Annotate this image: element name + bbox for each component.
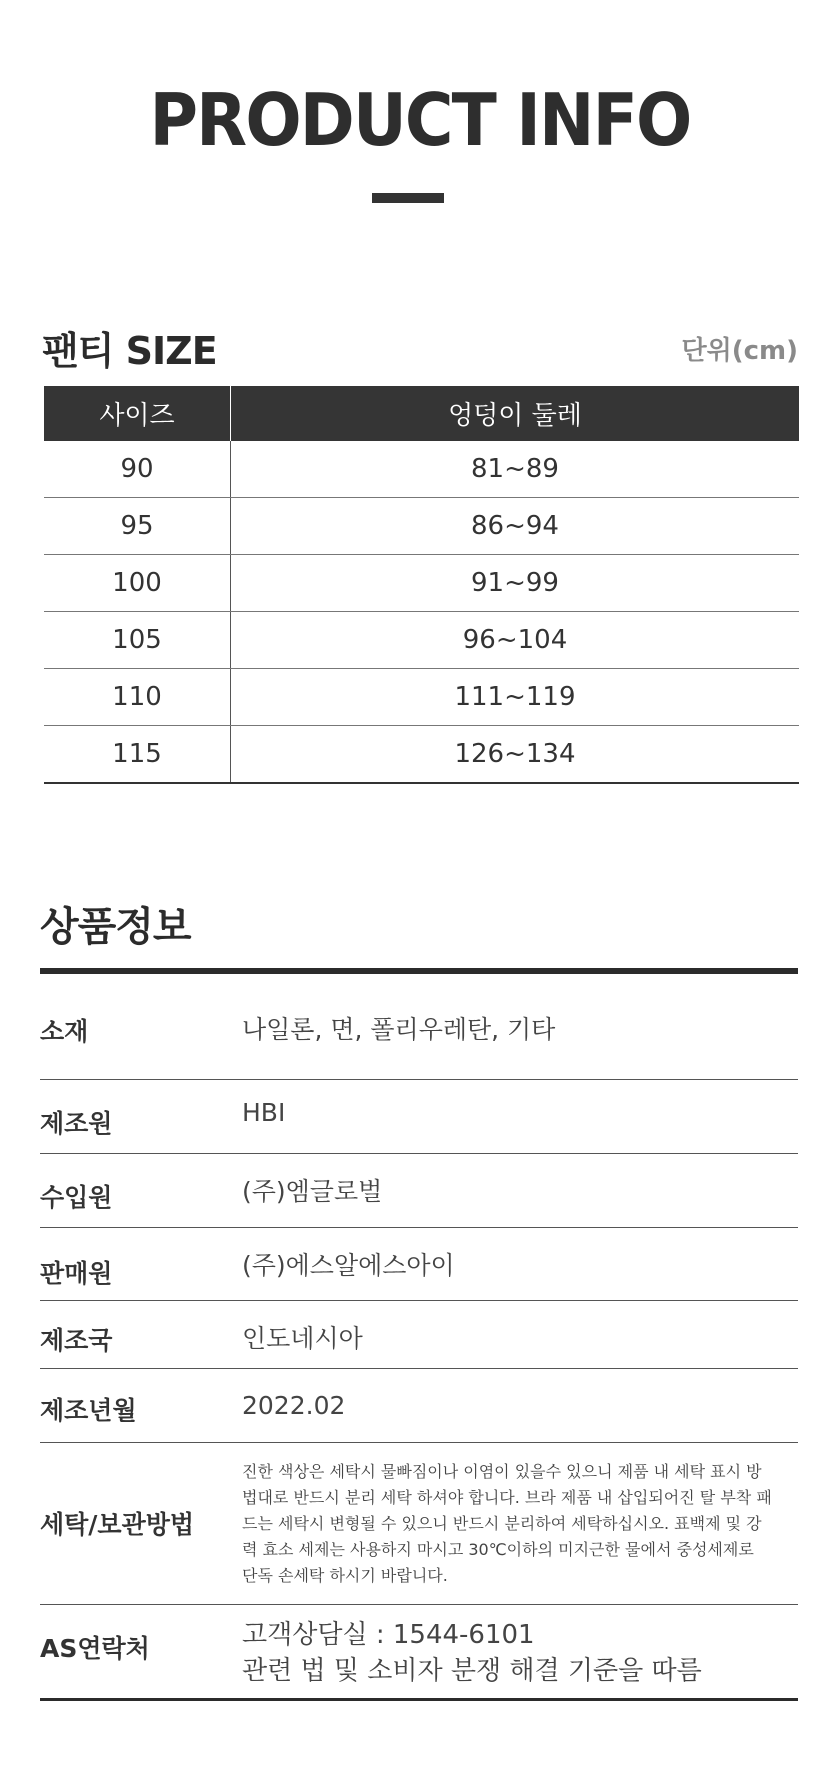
title-divider	[372, 193, 444, 203]
unit-label: 단위(cm)	[681, 336, 798, 366]
page-title: PRODUCT INFO	[149, 78, 691, 162]
info-bottom-divider	[40, 1698, 798, 1701]
info-label: 제조년월	[40, 1396, 137, 1425]
size-section-title: 팬티 SIZE	[42, 329, 217, 373]
info-value: HBI	[242, 1098, 286, 1127]
info-label: 세탁/보관방법	[40, 1510, 195, 1539]
info-row-country	[40, 1301, 798, 1369]
size-cell: 95	[44, 498, 231, 555]
info-label: 제조원	[40, 1109, 113, 1138]
size-cell: 105	[44, 612, 231, 669]
info-label: 판매원	[40, 1259, 113, 1288]
info-value: 나일론, 면, 폴리우레탄, 기타	[242, 1015, 556, 1044]
info-row-seller	[40, 1228, 798, 1301]
hip-cell: 96~104	[231, 612, 800, 669]
info-label: 수입원	[40, 1183, 113, 1212]
size-cell: 110	[44, 669, 231, 726]
info-label: 제조국	[40, 1326, 113, 1355]
info-value: 인도네시아	[242, 1324, 363, 1353]
info-row-importer	[40, 1154, 798, 1228]
info-value: 진한 색상은 세탁시 물빠짐이나 이염이 있을수 있으니 제품 내 세탁 표시 방법대로 반드시 분리 세탁 하셔야 합니다. 브라 제품 내 삽입되어진 탈 부착 패드는 세탁시 변형될 수 있으니 반드시 분리하여 세탁하십시오. 표백제 및 강력 효소 세제는 사용하지 마시고 30℃이하의 미지근한 물에서 중성세제로 단독 손세탁 하시기 바랍니다.	[242, 1462, 772, 1585]
hip-cell: 126~134	[231, 726, 800, 784]
hip-cell: 86~94	[231, 498, 800, 555]
info-row-as	[40, 1605, 798, 1697]
hip-cell: 111~119	[231, 669, 800, 726]
table-row	[44, 555, 799, 612]
table-row	[44, 612, 799, 669]
info-label: AS연락처	[40, 1634, 150, 1663]
table-row	[44, 726, 799, 784]
hip-cell: 91~99	[231, 555, 800, 612]
size-cell: 115	[44, 726, 231, 784]
info-section-title: 상품정보	[40, 904, 191, 950]
table-row	[44, 498, 799, 555]
size-cell: 90	[44, 441, 231, 498]
info-value: (주)엠글로벌	[242, 1177, 383, 1206]
column-header-size: 사이즈	[44, 386, 231, 441]
table-row	[44, 669, 799, 726]
size-table-header	[44, 386, 799, 441]
size-table	[44, 386, 799, 784]
as-phone: 고객상담실 : 1544-6101	[242, 1620, 535, 1650]
table-row	[44, 441, 799, 498]
info-label: 소재	[40, 1017, 89, 1046]
info-value: (주)에스알에스아이	[242, 1251, 455, 1280]
info-row-manufacturer	[40, 1080, 798, 1154]
info-row-material	[40, 974, 798, 1080]
info-row-care	[40, 1443, 798, 1605]
size-cell: 100	[44, 555, 231, 612]
info-row-date	[40, 1369, 798, 1443]
hip-cell: 81~89	[231, 441, 800, 498]
info-value: 2022.02	[242, 1391, 346, 1420]
info-value	[242, 1617, 702, 1689]
column-header-hip: 엉덩이 둘레	[231, 386, 800, 441]
as-policy: 관련 법 및 소비자 분쟁 해결 기준을 따름	[242, 1656, 702, 1686]
